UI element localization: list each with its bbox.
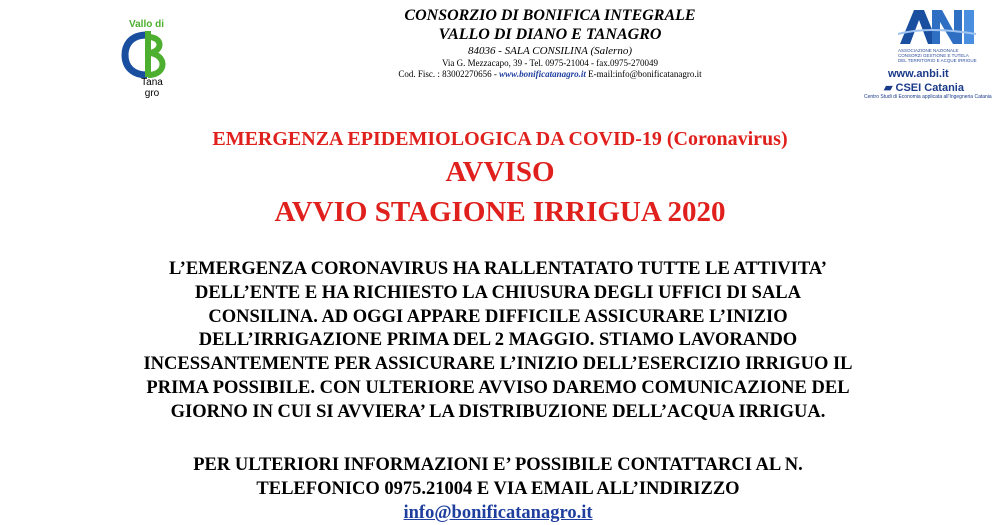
anbi-logo [858, 4, 992, 104]
consorzio-logo [117, 17, 177, 97]
org-contacts: Via G. Mezzacapo, 39 - Tel. 0975-21004 - fax.0975-270049 [441, 58, 659, 68]
notice-line: INCESSANTEMENTE PER ASSICURARE L’INIZIO DELL’ESERCIZIO IRRIGUO IL [143, 354, 853, 375]
org-address: 84036 - SALA CONSILINA (Salerno) [468, 45, 632, 57]
org-name-line2: VALLO DI DIANO E TANAGRO [438, 26, 662, 43]
letterhead [300, 6, 800, 80]
contact-line: PER ULTERIORI INFORMAZIONI E’ POSSIBILE CONTATTARCI AL N. [193, 455, 803, 475]
notice-paragraph [56, 258, 940, 425]
contact-line: TELEFONICO 0975.21004 E VIA EMAIL ALL’INDIRIZZO info@bonificatanagro.it [56, 478, 940, 525]
website-link[interactable]: www.bonificatanagro.it [499, 69, 586, 79]
notice-line: PRIMA POSSIBILE. CON ULTERIORE AVVISO DAREMO COMUNICAZIONE DEL [146, 377, 850, 398]
logo-top-text: Vallo di [129, 19, 165, 30]
notice-line: DELL’ENTE E HA RICHIESTO LA CHIUSURA DEGLI UFFICI DI SALA [194, 282, 802, 303]
csei-icon: ▰ [884, 82, 896, 94]
csei-subtitle: Centro Studi di Economia applicata all'Ingegneria Catania [864, 94, 992, 100]
org-name-line1: CONSORZIO DI BONIFICA INTEGRALE [404, 7, 696, 24]
title-emergenza: EMERGENZA EPIDEMIOLOGICA DA COVID-19 (Coronavirus) [212, 128, 788, 150]
anbi-tagline: ASSOCIAZIONE NAZIONALE CONSORZI GESTIONE E TUTELA DEL TERRITORIO E ACQUE IRRIGUE [898, 48, 977, 63]
title-avviso: AVVISO [445, 156, 555, 188]
org-email: E-mail:info@bonificatanagro.it [585, 69, 702, 79]
org-fiscal: Cod. Fisc. : 83002270656 - www.bonificatanagro.it E-mail:info@bonificatanagro.it [398, 69, 702, 79]
notice-line: CONSILINA. AD OGGI APPARE DIFFICILE ASSICURARE L’INIZIO [208, 306, 788, 327]
email-link[interactable]: info@bonificatanagro.it [403, 502, 593, 523]
notice-line: DELL’IRRIGAZIONE PRIMA DEL 2 MAGGIO. STIAMO LAVORANDO [198, 330, 798, 351]
notice-line: L’EMERGENZA CORONAVIRUS HA RALLENTATATO TUTTE LE ATTIVITA’ [169, 259, 827, 279]
title-avvio: AVVIO STAGIONE IRRIGUA 2020 [274, 196, 726, 228]
contact-paragraph [56, 454, 940, 525]
csei-label: ▰ CSEI Catania [884, 82, 964, 94]
anbi-site: www.anbi.it [888, 68, 949, 80]
logo-bottom-text: Tana gro [141, 77, 163, 99]
notice-line: GIORNO IN CUI SI AVVIERA’ LA DISTRIBUZIONE DELL’ACQUA IRRIGUA. [170, 401, 826, 422]
